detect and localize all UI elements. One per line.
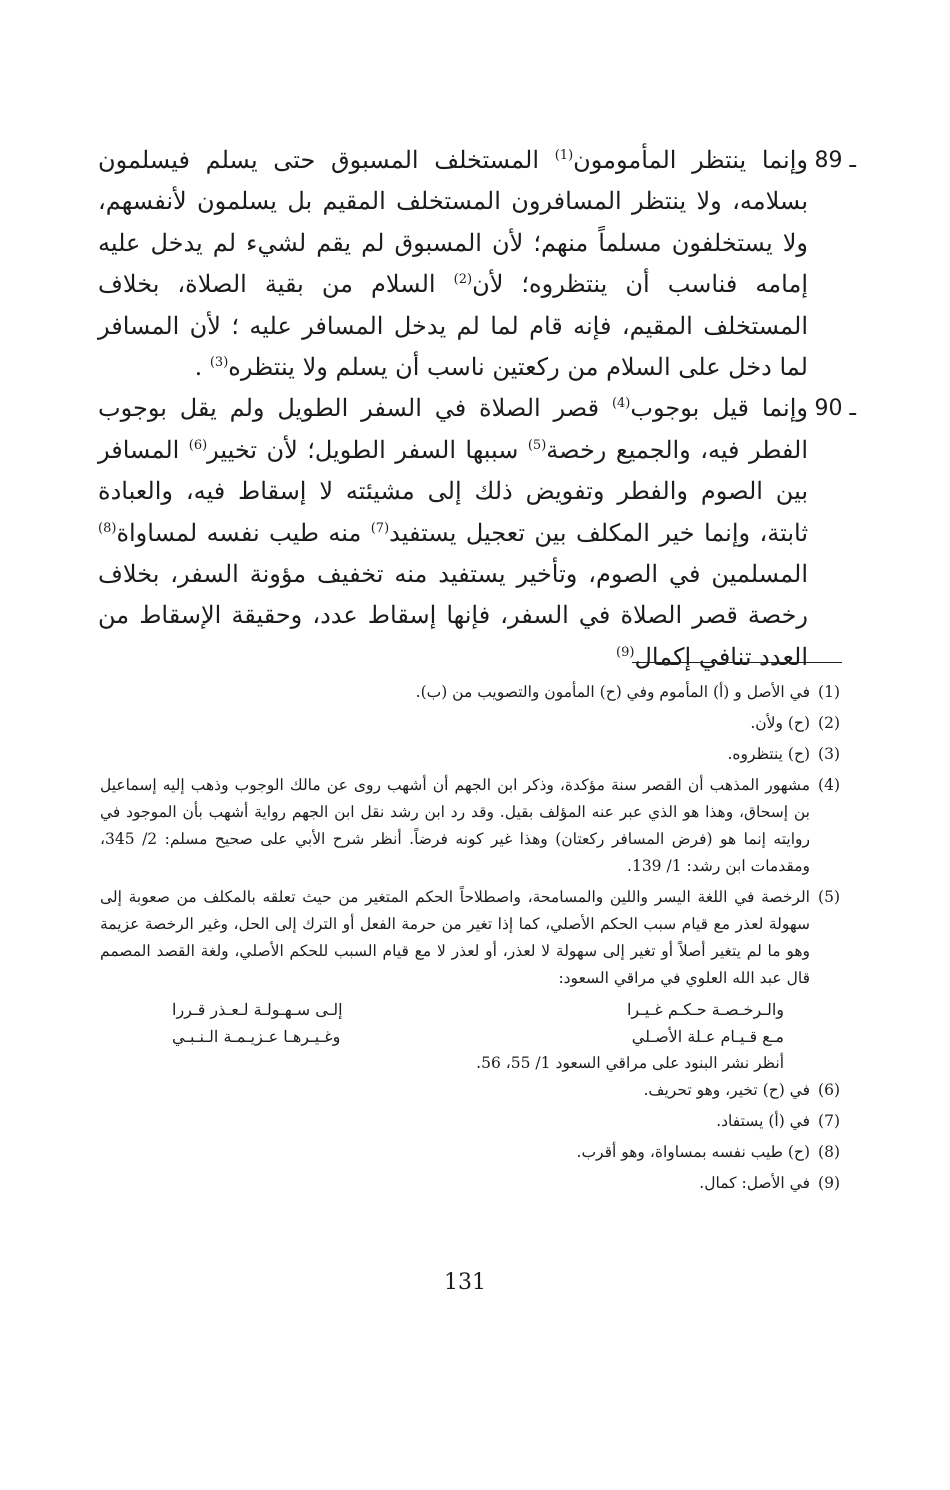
footnote-number: (6)	[818, 1081, 840, 1099]
footnote-text: (ح) ولأن.	[750, 714, 810, 732]
hemistich: وغـيـرهـا عـزيـمـة الـنـبـي	[172, 1027, 341, 1046]
paragraph-text: المسافر بين الصوم والفطر وتفويض ذلك إلى مشيئته لا إسقاط فيه، والعبادة ثابتة، وإنما خير المكلف بين تعجيل يستفيد	[98, 435, 808, 547]
footnote-ref[interactable]: (7)	[370, 520, 390, 536]
paragraph-text: وإنما ينتظر المأمومون	[573, 146, 808, 174]
poem-verse	[172, 996, 784, 1023]
footnote-ref[interactable]: (9)	[616, 644, 635, 660]
footnote-ref[interactable]: (4)	[611, 396, 631, 412]
footnote-ref[interactable]: (5)	[527, 437, 547, 453]
poem-verse	[172, 1023, 784, 1050]
footnote-number: (5)	[818, 888, 840, 906]
footnotes	[100, 679, 840, 1201]
footnote-text: (ح) ينتظروه.	[727, 745, 810, 763]
paragraph-text: السلام من بقية الصلاة، بخلاف المستخلف المقيم، فإنه قام لما لم يدخل المسافر عليه ؛ لأن المسافر لما دخل على السلام من ركعتين ناسب أن يسلم ولا ينتظره	[98, 270, 808, 382]
paragraph-text: المستخلف المسبوق حتى يسلم فيسلمون بسلامه، ولا ينتظر المسافرون المستخلف المقيم بل يسلمون لأنفسهم، ولا يستخلفون مسلماً منهم؛ لأن المسبوق لم يقم لشيء لم يدخل عليه إمامه فناسب أن ينتظروه؛ لأن	[98, 146, 808, 299]
page-number: 131	[444, 1270, 486, 1295]
footnote-text: في (ح) تخير، وهو تحريف.	[643, 1081, 810, 1099]
footnote-2	[100, 710, 840, 737]
footnote-text: في (أ) يستفاد.	[716, 1112, 810, 1130]
paragraph-90	[98, 388, 856, 678]
footnote-6	[100, 1077, 840, 1104]
paragraph-text: المسلمين في الصوم، وتأخير يستفيد منه تخفيف مؤونة السفر، بخلاف رخصة قصر الصلاة في السفر، فإنها إسقاط عدد، وحقيقة الإسقاط من العدد تنافي إكمال	[98, 560, 808, 671]
footnote-number: (3)	[818, 745, 840, 763]
footnote-text: في الأصل: كمال.	[699, 1174, 810, 1192]
poem	[100, 996, 784, 1077]
hemistich: والـرخـصـة حـكـم غـيـرا	[626, 1000, 784, 1019]
footnote-ref[interactable]: (1)	[554, 148, 574, 163]
footnote-number: (4)	[818, 776, 840, 794]
paragraph-text: منه طيب نفسه لمساواة	[116, 518, 371, 547]
paragraph-number: 89 ـ	[814, 148, 856, 173]
footnote-1	[100, 679, 840, 706]
footnote-text: (ح) طيب نفسه بمساواة، وهو أقرب.	[576, 1143, 810, 1161]
footnote-ref[interactable]: (3)	[209, 355, 229, 371]
footnote-number: (2)	[818, 714, 840, 732]
hemistich: إلـى سـهـولـة لـعـذر قـررا	[172, 1000, 343, 1019]
footnote-divider	[632, 662, 842, 663]
footnote-ref[interactable]: (8)	[98, 520, 117, 536]
footnote-text: مشهور المذهب أن القصر سنة مؤكدة، وذكر ابن الجهم أن أشهب روى عن مالك الوجوب وذهب إليه إسماعيل بن إسحاق، وهذا هو الذي عبر عنه المؤلف بقيل. وقد رد ابن رشد نقل ابن الجهم رواية أشهب بأن الموجود في روايته إنما هو (فرض المسافر ركعتان) وهذا غير كونه فرضاً. أنظر شرح الأبي على صحيح مسلم: 2/ 345، ومقدمات ابن رشد: 1/ 139.	[100, 776, 810, 875]
paragraph-89	[98, 140, 856, 388]
footnote-number: (7)	[818, 1112, 840, 1130]
paragraph-text: سببها السفر الطويل؛ لأن تخيير	[207, 435, 528, 464]
footnote-7	[100, 1108, 840, 1135]
footnote-ref[interactable]: (6)	[188, 437, 208, 453]
footnote-ref[interactable]: (2)	[453, 272, 473, 288]
footnote-5	[100, 884, 840, 992]
paragraph-text: .	[194, 353, 210, 382]
footnote-number: (8)	[818, 1143, 840, 1161]
paragraph-text: قصر الصلاة في السفر الطويل ولم يقل بوجوب الفطر فيه، والجميع رخصة	[98, 394, 809, 464]
hemistich: مـع قـيـام عـلة الأصـلي	[631, 1027, 784, 1046]
paragraph-text: وإنما قيل بوجوب	[630, 394, 808, 423]
footnote-4	[100, 772, 840, 880]
footnote-text: الرخصة في اللغة اليسر واللين والمسامحة، واصطلاحاً الحكم المتغير من حيث تعلقه بالمكلف من صعوبة إلى سهولة لعذر مع قيام سبب الحكم الأصلي، كما إذا تغير من حرمة الفعل أو الترك إلى الحل، وغير الرخصة عزيمة وهو ما لم يتغير أصلاً أو تغير إلى سهولة لا لعذر، أو لعذر لا مع قيام السبب للحكم الأصلي، ولغة القصد المصمم قال عبد الله العلوي في مراقي السعود:	[100, 888, 810, 987]
paragraph-number: 90 ـ	[814, 396, 856, 422]
footnote-text: في الأصل و (أ) المأموم وفي (ح) المأمون والتصويب من (ب).	[415, 683, 810, 701]
footnote-9	[100, 1170, 840, 1197]
footnote-number: (9)	[818, 1174, 840, 1192]
footnote-3	[100, 741, 840, 768]
poem-reference: أنظر نشر البنود على مراقي السعود 1/ 55، 56.	[476, 1054, 784, 1072]
footnote-8	[100, 1139, 840, 1166]
main-text	[98, 140, 856, 678]
footnote-number: (1)	[818, 683, 840, 701]
